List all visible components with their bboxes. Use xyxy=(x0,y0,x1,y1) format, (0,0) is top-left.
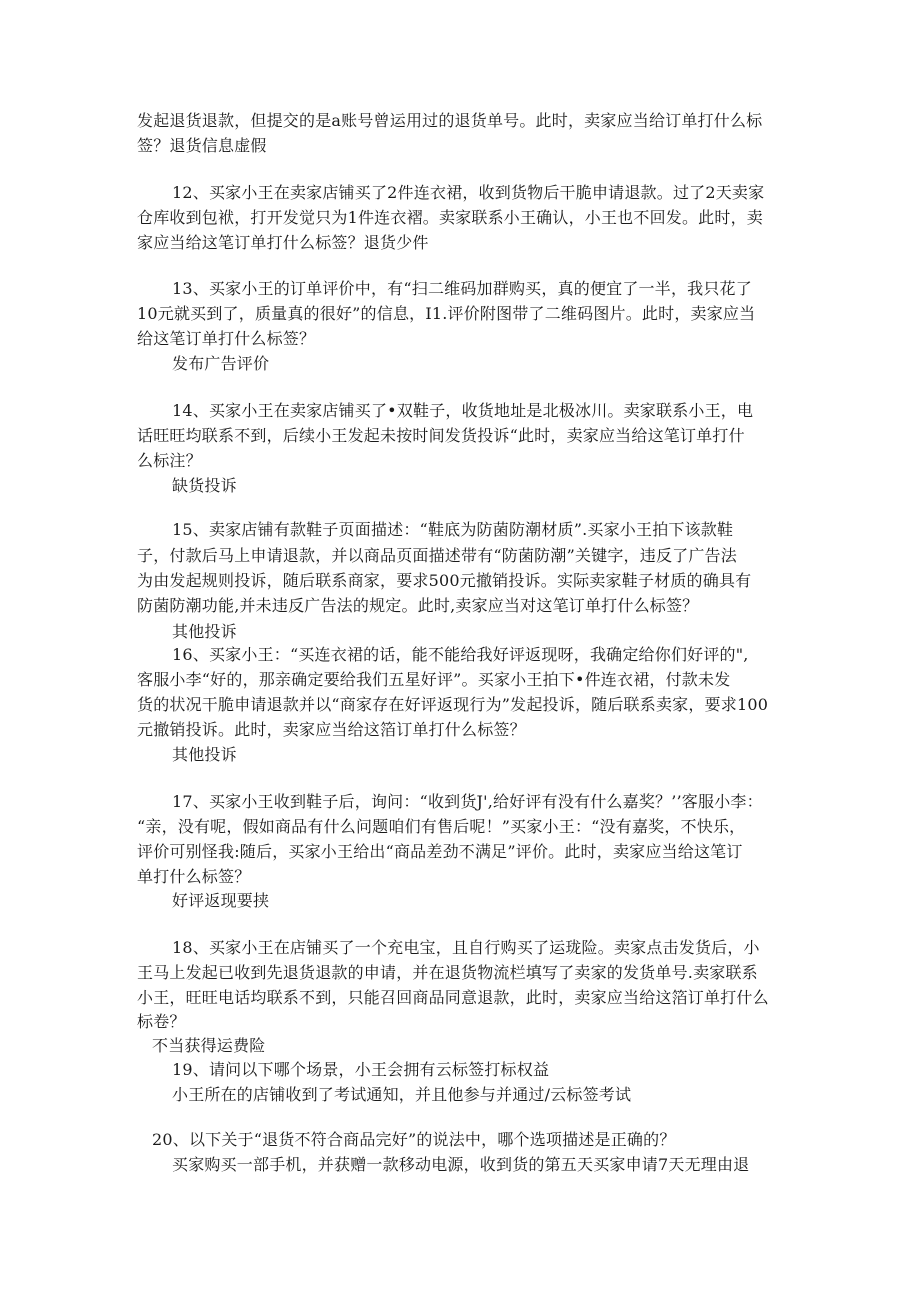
answer-line: 小王所在的店铺收到了考试通知，并且他参与并通过/云标签考试 xyxy=(172,1085,632,1104)
text-line: 元撤销投诉。此时，卖家应当给这箔订单打什么标签？ xyxy=(137,720,526,739)
text-line: 19、请问以下哪个场景，小王会拥有云标签打标权益 xyxy=(172,1060,550,1079)
text-line: 标卷？ xyxy=(137,1012,186,1031)
text-line: 18、买家小王在店铺买了一个充电宝，且自行购买了运珑险。卖家点击发货后，小 xyxy=(172,938,760,957)
text-line: “亲，没有呢，假如商品有什么问题咱们有售后呢！”买家小王：“没有嘉奖，不快乐， xyxy=(137,817,746,836)
answer-line: 不当获得运费险 xyxy=(152,1036,266,1055)
text-line: 15、卖家店铺有款鞋子页面描述：“鞋底为防菌防潮材质”.买家小王拍下该款鞋 xyxy=(172,520,734,539)
text-line: 13、买家小王的订单评价中，有“扫二维码加群购买，真的便宜了一半，我只花了 xyxy=(172,279,752,298)
text-line: 17、买家小王收到鞋子后，询问：“收到货J',给好评有没有什么嘉奖？’’客服小李： xyxy=(172,792,763,811)
text-line: 签？退货信息虚假 xyxy=(137,136,267,155)
text-line: 防菌防潮功能,并未违反广告法的规定。此时,卖家应当对这笔订单打什么标签？ xyxy=(137,596,699,615)
text-line: 16、买家小王：“买连衣裙的话，能不能给我好评返现呀，我确定给你们好评的", xyxy=(172,645,749,664)
text-line: 评价可别怪我:随后，买家小王给出“商品差劲不满足”评价。此时，卖家应当给这笔订 xyxy=(137,842,743,861)
text-line: 14、买家小王在卖家店铺买了•双鞋子，收货地址是北极冰川。卖家联系小王，电 xyxy=(172,401,754,420)
text-line: 子，付款后马上申请退款，并以商品页面描述带有“防菌防潮”关键字，违反了广告法 xyxy=(137,546,737,565)
text-line: 货的状况干脆申请退款并以“商家存在好评返现行为”发起投诉，随后联系卖家，要求100 xyxy=(137,695,769,714)
text-line: 小王，旺旺电话均联系不到，只能召回商品同意退款，此时，卖家应当给这箔订单打什么 xyxy=(137,988,769,1007)
answer-line: 好评返现要挟 xyxy=(172,891,270,910)
text-line: 发起退货退款，但提交的是a账号曾运用过的退货单号。此时，卖家应当给订单打什么标 xyxy=(137,111,763,130)
answer-line: 其他投诉 xyxy=(172,745,237,764)
text-line: 单打什么标签？ xyxy=(137,867,251,886)
text-line: 给这笔订单打什么标签？ xyxy=(137,329,316,348)
text-line: 么标注？ xyxy=(137,451,202,470)
text-line: 家应当给这笔订单打什么标签？退货少件 xyxy=(137,233,429,252)
text-line: 王马上发起已收到先退货退款的申请，并在退货物流栏填写了卖家的发货单号.卖家联系 xyxy=(137,963,758,982)
text-line: 为由发起规则投诉，随后联系商家，要求500元撤销投诉。实际卖家鞋子材质的确具有 xyxy=(137,571,752,590)
text-line: 10元就买到了，质量真的很好”的信息，I1.评价附图带了二维码图片。此时，卖家应当 xyxy=(137,304,756,323)
text-line: 客服小李“好的，那亲确定要给我们五星好评”。买家小王拍下•件连衣裙，付款未发 xyxy=(137,670,731,689)
text-line: 20、以下关于“退货不符合商品完好”的说法中，哪个选项描述是正确的？ xyxy=(152,1130,676,1149)
text-line: 仓库收到包袱，打开发觉只为1件连衣褶。卖家联系小王确认，小王也不回发。此时，卖 xyxy=(137,208,763,227)
text-line: 12、买家小王在卖家店铺买了2件连衣裙，收到货物后干脆申请退款。过了2天卖家 xyxy=(172,183,765,202)
text-line: 买家购买一部手机，并获赠一款移动电源，收到货的第五天买家申请7天无理由退 xyxy=(172,1155,750,1174)
answer-line: 发布广告评价 xyxy=(172,354,270,373)
answer-line: 其他投诉 xyxy=(172,622,237,641)
answer-line: 缺货投诉 xyxy=(172,476,237,495)
text-line: 话旺旺均联系不到，后续小王发起未按时间发货投诉“此时，卖家应当给这笔订单打什 xyxy=(137,426,745,445)
